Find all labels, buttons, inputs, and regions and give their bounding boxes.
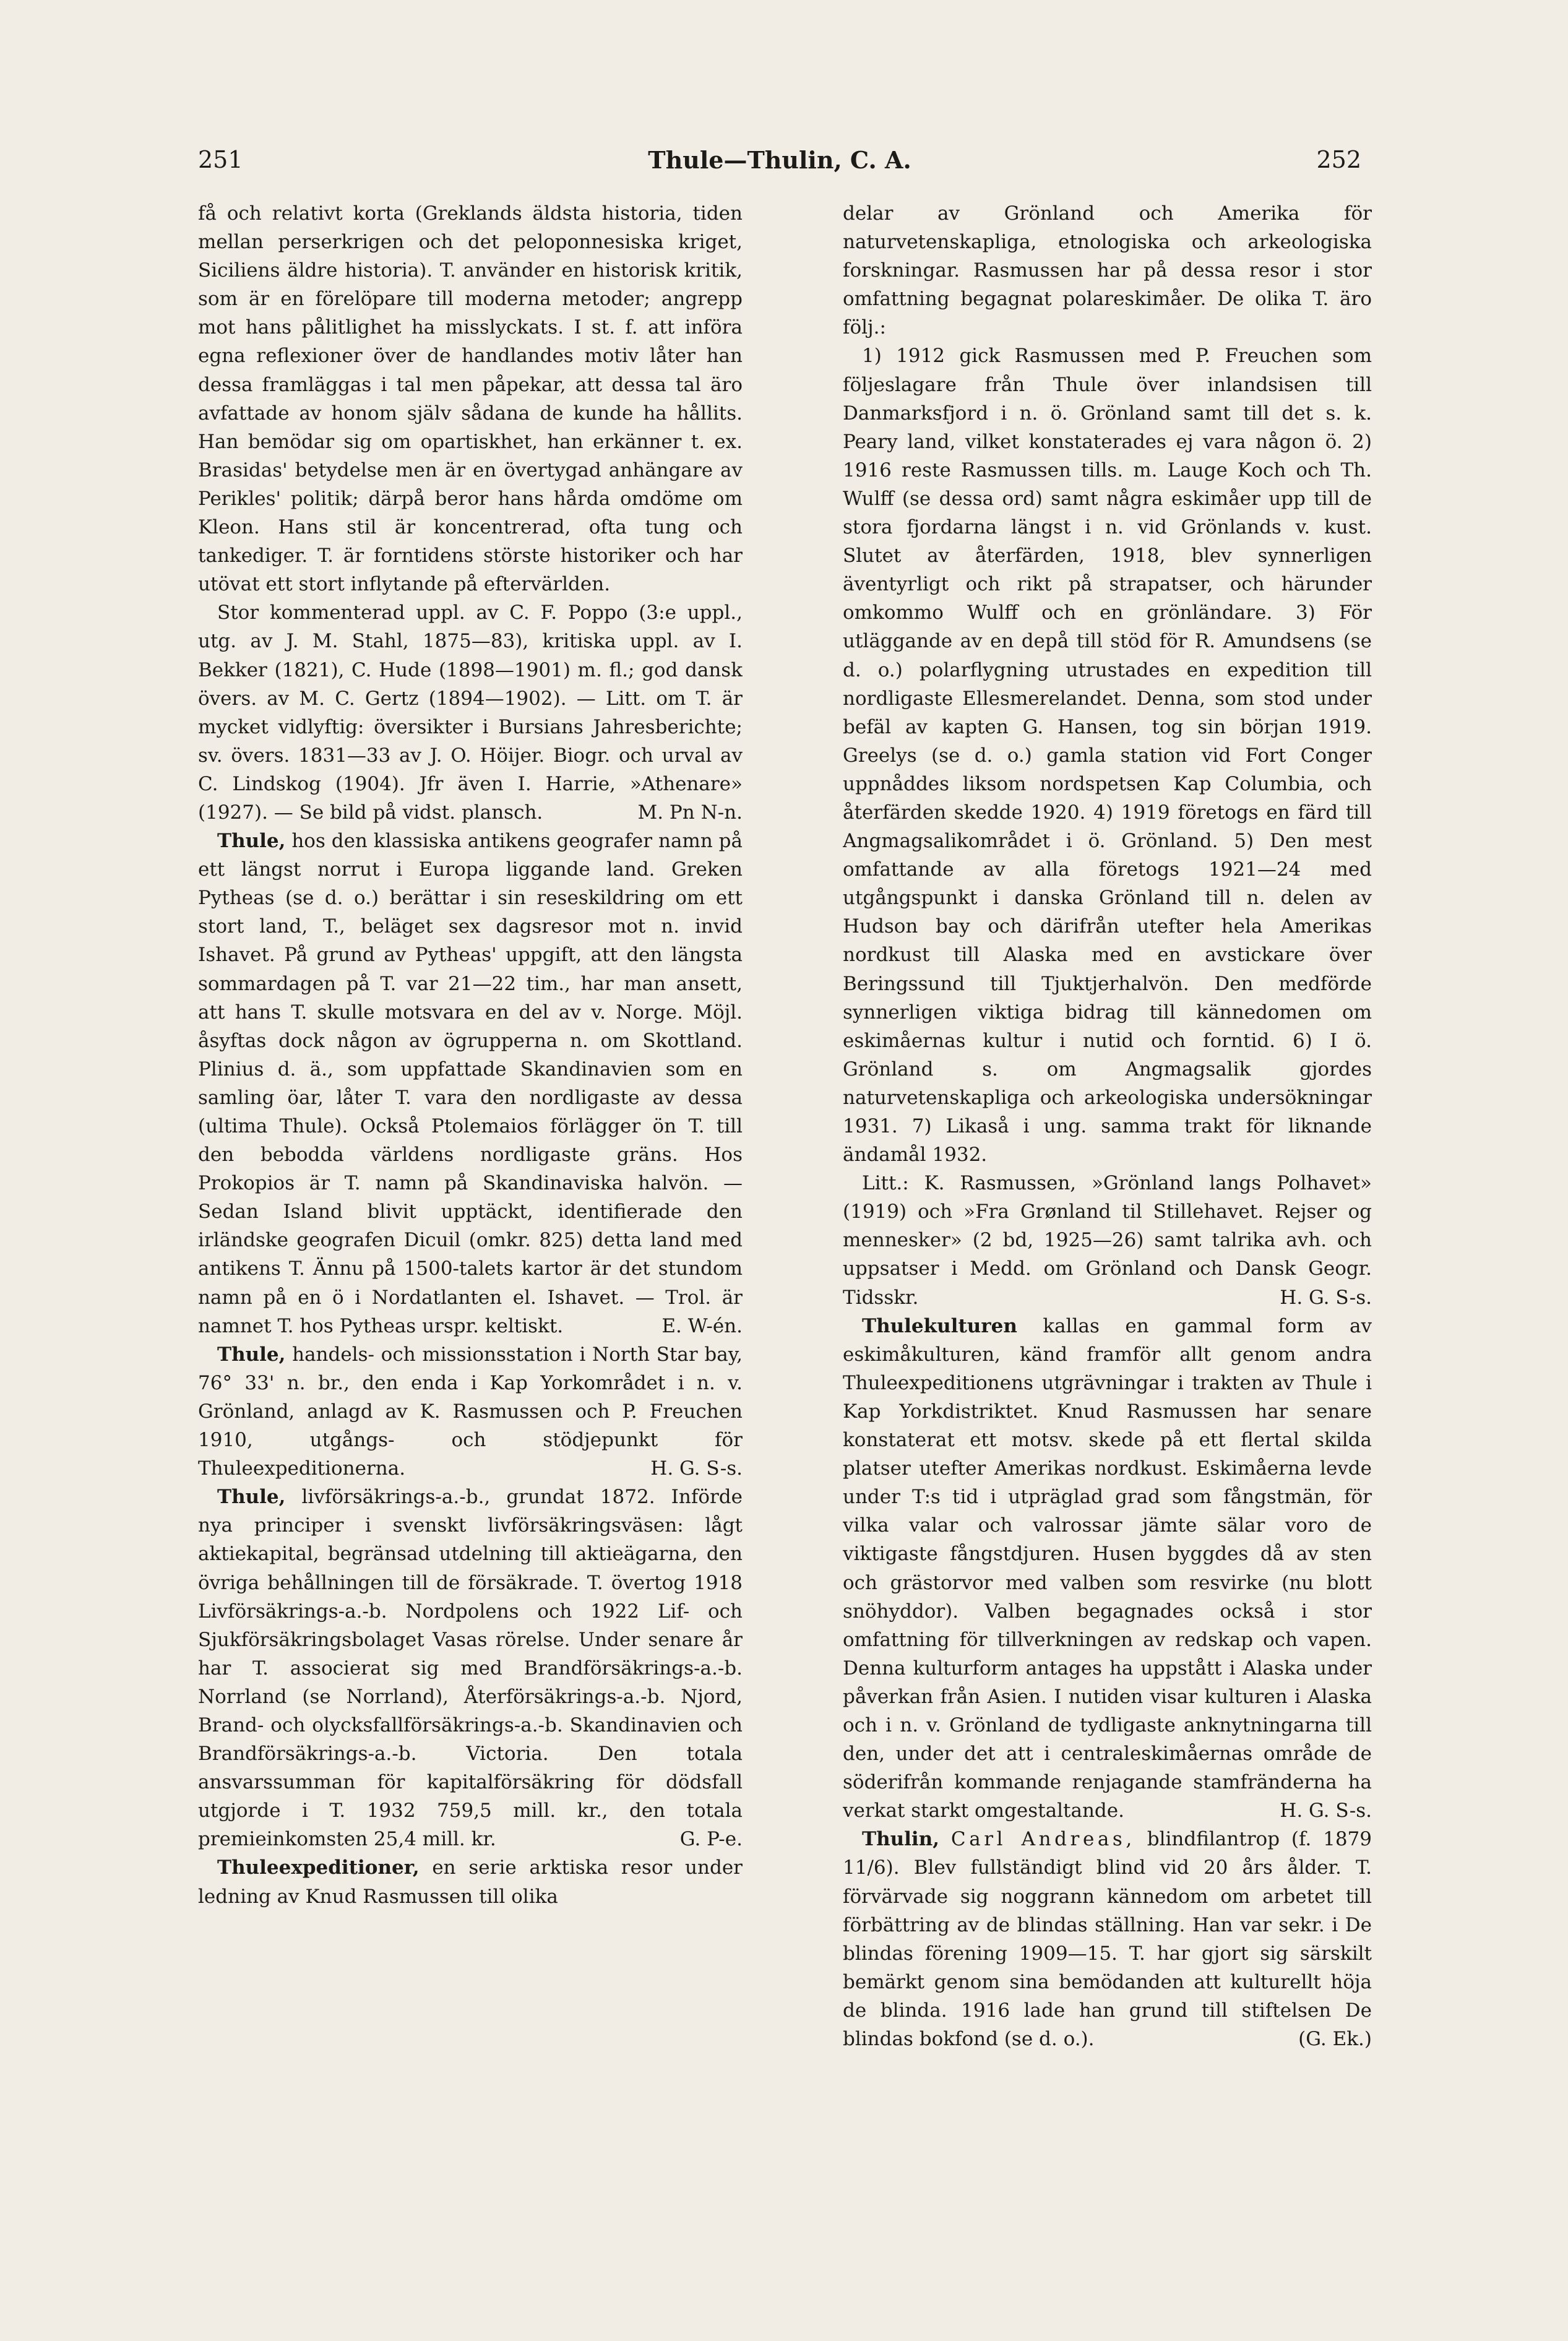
entry-thule-station: Thule, handels- och missionsstation i North Star bay, 76° 33' n. br., den enda i Kap Yorkområdet i n. v. Grönland, anlagd av K. Rasmussen och P. Freuchen 1910, utgångs- och stödjepunkt för Thuleexpeditionerna. H. G. S-s.	[198, 1340, 743, 1483]
entry-thuleexpeditioner: Thuleexpeditioner, en serie arktiska resor under ledning av Knud Rasmussen till olika	[198, 1856, 743, 1908]
entry-person-name: Carl Andreas,	[950, 1828, 1135, 1851]
running-title: Thule—Thulin, C. A.	[648, 146, 911, 174]
author-signature: H. G. S-s.	[1280, 1286, 1372, 1309]
page-number-right: 252	[1316, 146, 1361, 173]
left-column	[198, 199, 743, 2285]
paragraph-expedition-list: 1) 1912 gick Rasmussen med P. Freuchen som följeslagare från Thule över inlandsisen till Danmarksfjord i n. ö. Grönland samt till det s. k. Peary land, vilket konstaterades ej vara någon ö. 2) 1916 reste Rasmussen tills. m. Lauge Koch och Th. Wulff (se dessa ord) samt några eskimåer upp till de stora fjordarna längst i n. vid Grönlands v. kust. Slutet av återfärden, 1918, blev synnerligen äventyrligt och rikt på strapatser, och härunder omkommo Wulff och en grönländare. 3) För utläggande av en depå till stöd för R. Amundsens (se d. o.) polarflygning utrustades en expedition till nordligaste Ellesmerelandet. Denna, som stod under befäl av kapten G. Hansen, tog sin början 1919. Greelys (se d. o.) gamla station vid Fort Conger uppnåddes liksom nordspetsen Kap Columbia, och återfärden skedde 1920. 4) 1919 företogs en färd till Angmagsalikområdet i ö. Grönland. 5) Den mest omfattande av alla företogs 1921—24 med utgångspunkt i danska Grönland till n. delen av Hudson bay och därifrån utefter hela Amerikas nordkust till Alaska med en avstickare över Beringssund till Tjuktjerhalvön. Den medförde synnerligen viktiga bidrag till kännedomen om eskimåernas kultur i nutid och forntid. 6) I ö. Grönland s. om Angmagsalik gjordes naturvetenskapliga och arkeologiska undersökningar 1931. 7) Likaså i ung. samma trakt för liknande ändamål 1932.	[843, 345, 1372, 1166]
paragraph-thucydides-editions: Stor kommenterad uppl. av C. F. Poppo (3:e uppl., utg. av J. M. Stahl, 1875—83), kritiska uppl. av I. Bekker (1821), C. Hude (1898—1901) m. fl.; god dansk övers. av M. C. Gertz (1894—1902). — Litt. om T. är mycket vidlyftig: översikter i Bursians Jahresberichte; sv. övers. 1831—33 av J. O. Höijer. Biogr. och urval av C. Lindskog (1904). Jfr även I. Harrie, »Athenare» (1927). — Se bild på vidst. plansch. M. Pn N-n.	[198, 598, 743, 827]
entry-title: Thule,	[217, 1486, 286, 1509]
right-column	[843, 199, 1372, 2285]
author-signature: M. Pn N-n.	[637, 801, 743, 824]
entry-title: Thule,	[217, 830, 286, 853]
entry-thulekulturen: Thulekulturen kallas en gammal form av eskimåkulturen, känd framför allt genom andra Thuleexpeditionens utgrävningar i trakten av Thule i Kap Yorkdistriktet. Knud Rasmussen har senare konstaterat ett motsv. skede på ett flertal skilda platser utefter Amerikas nordkust. Eskimåerna levde under T:s tid i utpräglad grad som fångstmän, för vilka valar och valrossar jämte sälar voro de viktigaste fångstdjuren. Husen byggdes då av sten och grästorvor med valben som resvirke (nu blott snöhyddor). Valben begagnades också i stor omfattning för tillverkningen av redskap och vapen. Denna kulturform antages ha uppstått i Alaska under påverkan från Asien. I nutiden visar kulturen i Alaska och i n. v. Grönland de tydligaste anknytningarna till den, under det att i centraleskimåernas område de söderifrån kommande renjagande stamfränderna ha verkat starkt omgestaltande. H. G. S-s.	[843, 1312, 1372, 1826]
author-signature: (G. Ek.)	[1298, 2028, 1372, 2050]
entry-thulin: Thulin, Carl Andreas, blindfilantrop (f. 1879 11/6). Blev fullständigt blind vid 20 års ålder. T. förvärvade sig noggrann kännedom om arbetet till förbättring av de blindas ställning. Han var sekr. i De blindas förening 1909—15. T. har gjort sig särskilt bemärkt genom sina bemödanden att kulturellt höja de blinda. 1916 lade han grund till stiftelsen De blindas bokfond (se d. o.). (G. Ek.)	[843, 1825, 1372, 2053]
author-signature: E. W-én.	[661, 1314, 743, 1337]
paragraph-thucydides: få och relativt korta (Greklands äldsta historia, tiden mellan perserkrigen och det peloponnesiska kriget, Siciliens äldre historia). T. använder en historisk kritik, som är en förelöpare till moderna metoder; angrepp mot hans pålitlighet ha misslyckats. I st. f. att införa egna reflexioner över de handlandes motiv låter han dessa framläggas i tal men påpekar, att dessa tal äro avfattade av honom själv sådana de kunde ha hållits. Han bemödar sig om opartiskhet, han erkänner t. ex. Brasidas' betydelse men är en övertygad anhängare av Perikles' politik; därpå beror hans hårda omdöme om Kleon. Hans stil är koncentrerad, ofta tung och tankediger. T. är forntidens störste historiker och har utövat ett stort inflytande på eftervärlden.	[198, 202, 743, 596]
author-signature: G. P-e.	[679, 1828, 743, 1851]
paragraph-expedition-literature: Litt.: K. Rasmussen, »Grönland langs Polhavet» (1919) och »Fra Grønland til Stillehavet. Rejser og mennesker» (2 bd, 1925—26) samt talrika avh. och uppsatser i Medd. om Grönland och Dansk Geogr. Tidsskr. H. G. S-s.	[843, 1169, 1372, 1311]
entry-title: Thule,	[217, 1343, 286, 1366]
entry-title: Thuleexpeditioner,	[217, 1856, 420, 1879]
entry-title: Thulin,	[862, 1828, 940, 1851]
author-signature: H. G. S-s.	[1280, 1800, 1372, 1822]
paragraph-expedition-continued: delar av Grönland och Amerika för naturvetenskapliga, etnologiska och arkeologiska forskningar. Rasmussen har på dessa resor i stor omfattning begagnat polareskimåer. De olika T. äro följ.:	[843, 202, 1372, 339]
author-signature: H. G. S-s.	[650, 1457, 743, 1480]
entry-title: Thulekulturen	[862, 1314, 1017, 1337]
page-number-left: 251	[198, 146, 243, 173]
entry-thule-insurance: Thule, livförsäkrings-a.-b., grundat 1872. Införde nya principer i svenskt livförsäkringsväsen: lågt aktiekapital, begränsad utdelning till aktieägarna, den övriga behållningen till de försäkrade. T. övertog 1918 Livförsäkrings-a.-b. Nordpolens och 1922 Lif- och Sjukförsäkringsbolaget Vasas rörelse. Under senare år har T. associerat sig med Brandförsäkrings-a.-b. Norrland (se Norrland), Återförsäkrings-a.-b. Njord, Brand- och olycksfallförsäkrings-a.-b. Skandinavien och Brandförsäkrings-a.-b. Victoria. Den totala ansvarssumman för kapitalförsäkring för dödsfall utgjorde i T. 1932 759,5 mill. kr., den totala premieinkomsten 25,4 mill. kr. G. P-e.	[198, 1483, 743, 1853]
page-header	[198, 146, 1361, 183]
entry-thule-geography: Thule, hos den klassiska antikens geografer namn på ett längst norrut i Europa liggande land. Greken Pytheas (se d. o.) berättar i sin reseskildring om ett stort land, T., beläget sex dagsresor mot n. invid Ishavet. På grund av Pytheas' uppgift, att den längsta sommardagen på T. var 21—22 tim., har man ansett, att hans T. skulle motsvara en del av v. Norge. Möjl. åsyftas dock någon av ögrupperna n. om Skottland. Plinius d. ä., som uppfattade Skandinavien som en samling öar, låter T. vara den nordligaste av dessa (ultima Thule). Också Ptolemaios förlägger ön T. till den bebodda världens nordligaste gräns. Hos Prokopios är T. namn på Skandinaviska halvön. — Sedan Island blivit upptäckt, identifierade den irländske geografen Dicuil (omkr. 825) detta land med antikens T. Ännu på 1500-talets kartor är det stundom namn på en ö i Nordatlanten el. Ishavet. — Trol. är namnet T. hos Pytheas urspr. keltiskt. E. W-én.	[198, 827, 743, 1340]
